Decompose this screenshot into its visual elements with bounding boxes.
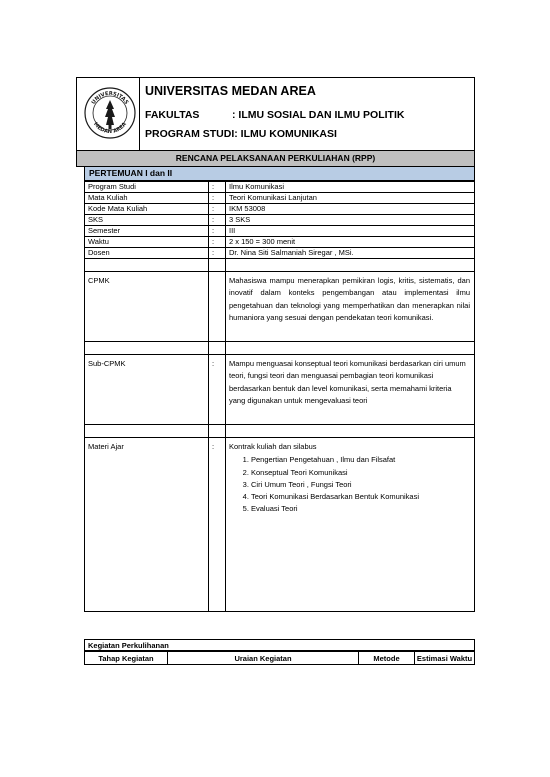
- materi-label: Materi Ajar: [85, 438, 209, 612]
- kegiatan-table: [84, 651, 475, 665]
- university-seal-logo: [84, 87, 136, 139]
- logo-text-bottom: MEDAN AREA: [92, 121, 128, 136]
- info-row: [85, 182, 475, 193]
- info-sep: :: [209, 226, 226, 237]
- spacer-row: [85, 342, 475, 355]
- info-label: SKS: [85, 215, 209, 226]
- column-header: Uraian Kegiatan: [168, 652, 359, 665]
- info-label: Dosen: [85, 248, 209, 259]
- spacer-row: [85, 259, 475, 272]
- info-label: Waktu: [85, 237, 209, 248]
- info-value: 2 x 150 = 300 menit: [226, 237, 475, 248]
- info-label: Mata Kuliah: [85, 193, 209, 204]
- info-label: Program Studi: [85, 182, 209, 193]
- info-label: Kode Mata Kuliah: [85, 204, 209, 215]
- info-label: Semester: [85, 226, 209, 237]
- info-value: Teori Komunikasi Lanjutan: [226, 193, 475, 204]
- kegiatan-header-row: [85, 652, 475, 665]
- list-item: 5. Evaluasi Teori: [251, 503, 471, 515]
- sub-cpmk-sep: :: [209, 355, 226, 425]
- logo-cell: [77, 78, 140, 150]
- materi-list: [229, 454, 471, 515]
- info-sep: :: [209, 193, 226, 204]
- info-value: 3 SKS: [226, 215, 475, 226]
- cpmk-label: CPMK: [85, 272, 209, 342]
- sub-cpmk-row: [85, 355, 475, 425]
- sub-cpmk-label: Sub-CPMK: [85, 355, 209, 425]
- spacer-row: [85, 425, 475, 438]
- info-row: [85, 226, 475, 237]
- meeting-title: PERTEMUAN I dan II: [84, 167, 475, 181]
- column-header: Metode: [359, 652, 415, 665]
- rpp-title: RENCANA PELAKSANAAN PERKULIAHAN (RPP): [76, 151, 475, 167]
- list-item: 3. Ciri Umum Teori , Fungsi Teori: [251, 479, 471, 491]
- cpmk-value: Mahasiswa mampu menerapkan pemikiran logis, kritis, sistematis, dan inovatif dalam konteks pengembangan atau implementasi ilmu pengetahuan dan teknologi yang memperhatikan dan menerapkan nilai humaniora yang sesuai dengan pendekatan teori komunikasi.: [226, 272, 475, 342]
- info-row: [85, 237, 475, 248]
- info-row: [85, 248, 475, 259]
- info-value: Ilmu Komunikasi: [226, 182, 475, 193]
- list-item: 1. Pengertian Pengetahuan , Ilmu dan Filsafat: [251, 454, 471, 466]
- info-sep: :: [209, 182, 226, 193]
- materi-row: [85, 438, 475, 612]
- course-info-table: [84, 181, 475, 612]
- document-header: [76, 77, 475, 151]
- info-sep: :: [209, 237, 226, 248]
- info-value: IKM 53008: [226, 204, 475, 215]
- info-value: III: [226, 226, 475, 237]
- faculty-value: : ILMU SOSIAL DAN ILMU POLITIK: [232, 109, 405, 121]
- list-item: 4. Teori Komunikasi Berdasarkan Bentuk Komunikasi: [251, 491, 471, 503]
- column-header: Estimasi Waktu: [415, 652, 475, 665]
- university-name: UNIVERSITAS MEDAN AREA: [145, 84, 316, 98]
- cpmk-row: [85, 272, 475, 342]
- info-sep: :: [209, 248, 226, 259]
- materi-sep: :: [209, 438, 226, 612]
- info-sep: :: [209, 215, 226, 226]
- info-row: [85, 193, 475, 204]
- cpmk-sep: [209, 272, 226, 342]
- sub-cpmk-value: Mampu menguasai konseptual teori komunikasi berdasarkan ciri umum teori, fungsi teori dan menguasai pembagian teori komunikasi berdasarkan bentuk dan level komunikasi, serta memahami kriteria yang digunakan untuk mengevaluasi teori: [226, 355, 475, 425]
- kegiatan-title: Kegiatan Perkulihanan: [84, 639, 475, 651]
- info-row: [85, 204, 475, 215]
- faculty-label: FAKULTAS: [145, 109, 200, 121]
- column-header: Tahap Kegiatan: [85, 652, 168, 665]
- logo-text-top: UNIVERSITAS: [90, 90, 130, 106]
- info-sep: :: [209, 204, 226, 215]
- materi-heading: Kontrak kuliah dan silabus: [229, 442, 317, 451]
- info-value: Dr. Nina Siti Salmaniah Siregar , MSi.: [226, 248, 475, 259]
- list-item: 2. Konseptual Teori Komunikasi: [251, 467, 471, 479]
- info-row: [85, 215, 475, 226]
- materi-content: [226, 438, 475, 612]
- program-line: PROGRAM STUDI: ILMU KOMUNIKASI: [145, 128, 337, 140]
